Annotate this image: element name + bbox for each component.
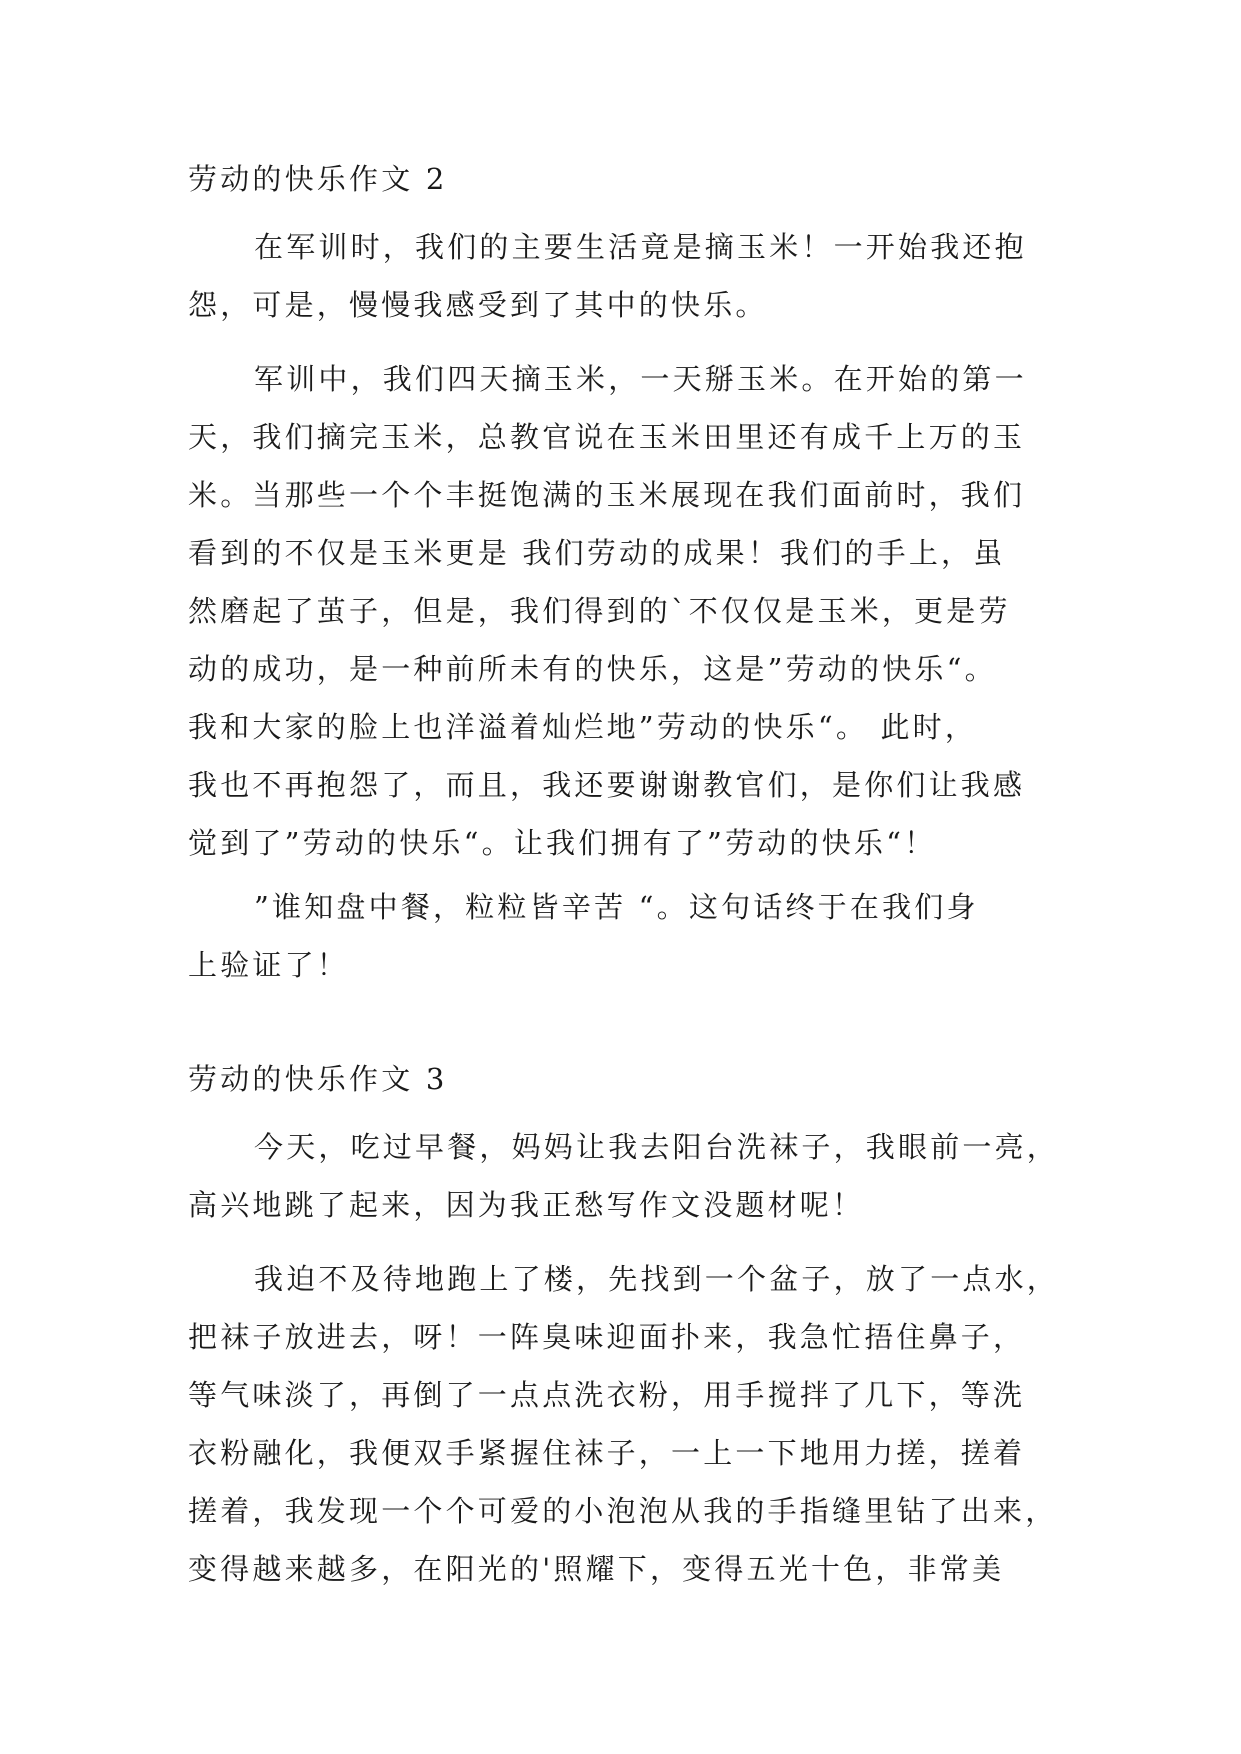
paragraph-line: 我也不再抱怨了，而且，我还要谢谢教官们，是你们让我感 <box>188 768 1026 802</box>
paragraph-line: 然磨起了茧子，但是，我们得到的`不仅仅是玉米，更是劳 <box>188 594 1011 628</box>
paragraph-line: 天，我们摘完玉米，总教官说在玉米田里还有成千上万的玉 <box>188 420 1026 454</box>
paragraph-line: 搓着，我发现一个个可爱的小泡泡从我的手指缝里钻了出来， <box>188 1494 1058 1528</box>
paragraph-line: 看到的不仅是玉米更是 我们劳动的成果！我们的手上，虽 <box>188 536 1006 570</box>
paragraph-line: 动的成功，是一种前所未有的快乐，这是”劳动的快乐“。 <box>188 652 997 686</box>
paragraph-line: 高兴地跳了起来，因为我正愁写作文没题材呢！ <box>188 1188 865 1222</box>
paragraph-line: 我和大家的脸上也洋溢着灿烂地”劳动的快乐“。 此时， <box>188 710 978 744</box>
section-title: 劳动的快乐作文 3 <box>188 1062 448 1096</box>
paragraph-line: 把袜子放进去，呀！一阵臭味迎面扑来，我急忙捂住鼻子， <box>188 1320 1026 1354</box>
paragraph-line: 上验证了！ <box>188 948 350 982</box>
paragraph-line: 米。当那些一个个丰挺饱满的玉米展现在我们面前时，我们 <box>188 478 1026 512</box>
paragraph-line: 觉到了”劳动的快乐“。让我们拥有了”劳动的快乐“！ <box>188 826 937 860</box>
paragraph-line: ”谁知盘中餐，粒粒皆辛苦 “。这句话终于在我们身 <box>254 890 979 924</box>
paragraph-line: 衣粉融化，我便双手紧握住袜子，一上一下地用力搓，搓着 <box>188 1436 1026 1470</box>
paragraph-line: 我迫不及待地跑上了楼，先找到一个盆子，放了一点水， <box>254 1262 1060 1296</box>
section-title: 劳动的快乐作文 2 <box>188 162 448 196</box>
paragraph-line: 今天，吃过早餐，妈妈让我去阳台洗袜子，我眼前一亮， <box>254 1130 1060 1164</box>
paragraph-line: 在军训时，我们的主要生活竟是摘玉米！一开始我还抱 <box>254 230 1027 264</box>
paragraph-line: 军训中，我们四天摘玉米，一天掰玉米。在开始的第一 <box>254 362 1027 396</box>
paragraph-line: 变得越来越多，在阳光的'照耀下，变得五光十色，非常美 <box>188 1552 1005 1586</box>
paragraph-line: 怨，可是，慢慢我感受到了其中的快乐。 <box>188 288 768 322</box>
paragraph-line: 等气味淡了，再倒了一点点洗衣粉，用手搅拌了几下，等洗 <box>188 1378 1026 1412</box>
